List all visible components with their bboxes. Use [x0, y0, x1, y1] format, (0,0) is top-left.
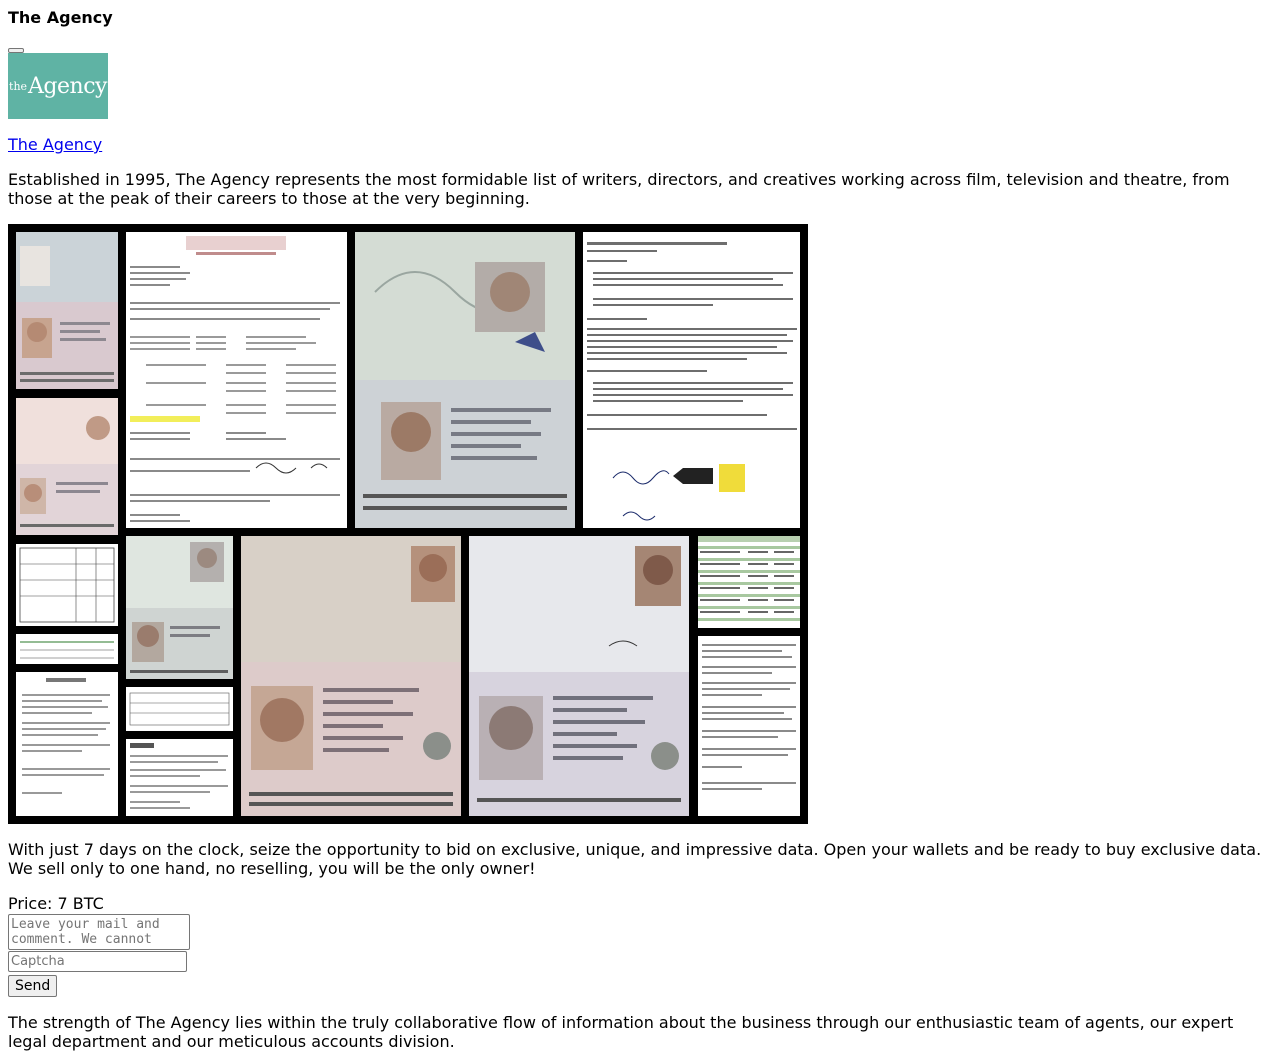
agency-logo [8, 53, 108, 119]
closing-paragraph: The strength of The Agency lies within the truly collaborative flow of information about the business through our enthusiastic team of agents, our expert legal department and our meticulous accounts division. [8, 1013, 1234, 1051]
passport-spread-small [126, 536, 233, 679]
passport-spread [469, 536, 689, 816]
site-title: The Agency [8, 8, 113, 27]
spreadsheet [698, 536, 800, 628]
letter-scan [16, 672, 118, 816]
passport-spread [241, 536, 461, 816]
captcha-input[interactable] [8, 951, 187, 972]
logo-small-text: the [9, 79, 28, 93]
agency-name-link[interactable]: The Agency [8, 135, 103, 154]
send-button[interactable]: Send [8, 975, 57, 997]
form-scan [16, 634, 118, 664]
insurance-letter [126, 232, 347, 528]
passport-photo-page [16, 398, 118, 535]
logo-main-text: Agency [28, 73, 107, 99]
form-scan [126, 687, 233, 731]
addendum-agreement [583, 232, 800, 528]
comment-textarea[interactable] [8, 914, 190, 950]
form-scan [16, 544, 118, 626]
passport-spread [355, 232, 575, 528]
leaked-documents-collage [8, 224, 808, 824]
intro-paragraph: Established in 1995, The Agency represents the most formidable list of writers, directors, and creatives working across film, television and theatre, from those at the peak of their careers to those at the very beginning. [8, 170, 1230, 208]
offer-paragraph: With just 7 days on the clock, seize the opportunity to bid on exclusive, unique, and impressive data. Open your wallets and be ready to buy exclusive data. We sell only to one hand, no reselling, you will be the only owner! [8, 840, 1262, 878]
letter-scan [126, 739, 233, 816]
document-scan [698, 636, 800, 816]
price-label: Price: 7 BTC [8, 894, 104, 913]
passport-photo-page [16, 232, 118, 389]
bid-form [8, 914, 1272, 997]
